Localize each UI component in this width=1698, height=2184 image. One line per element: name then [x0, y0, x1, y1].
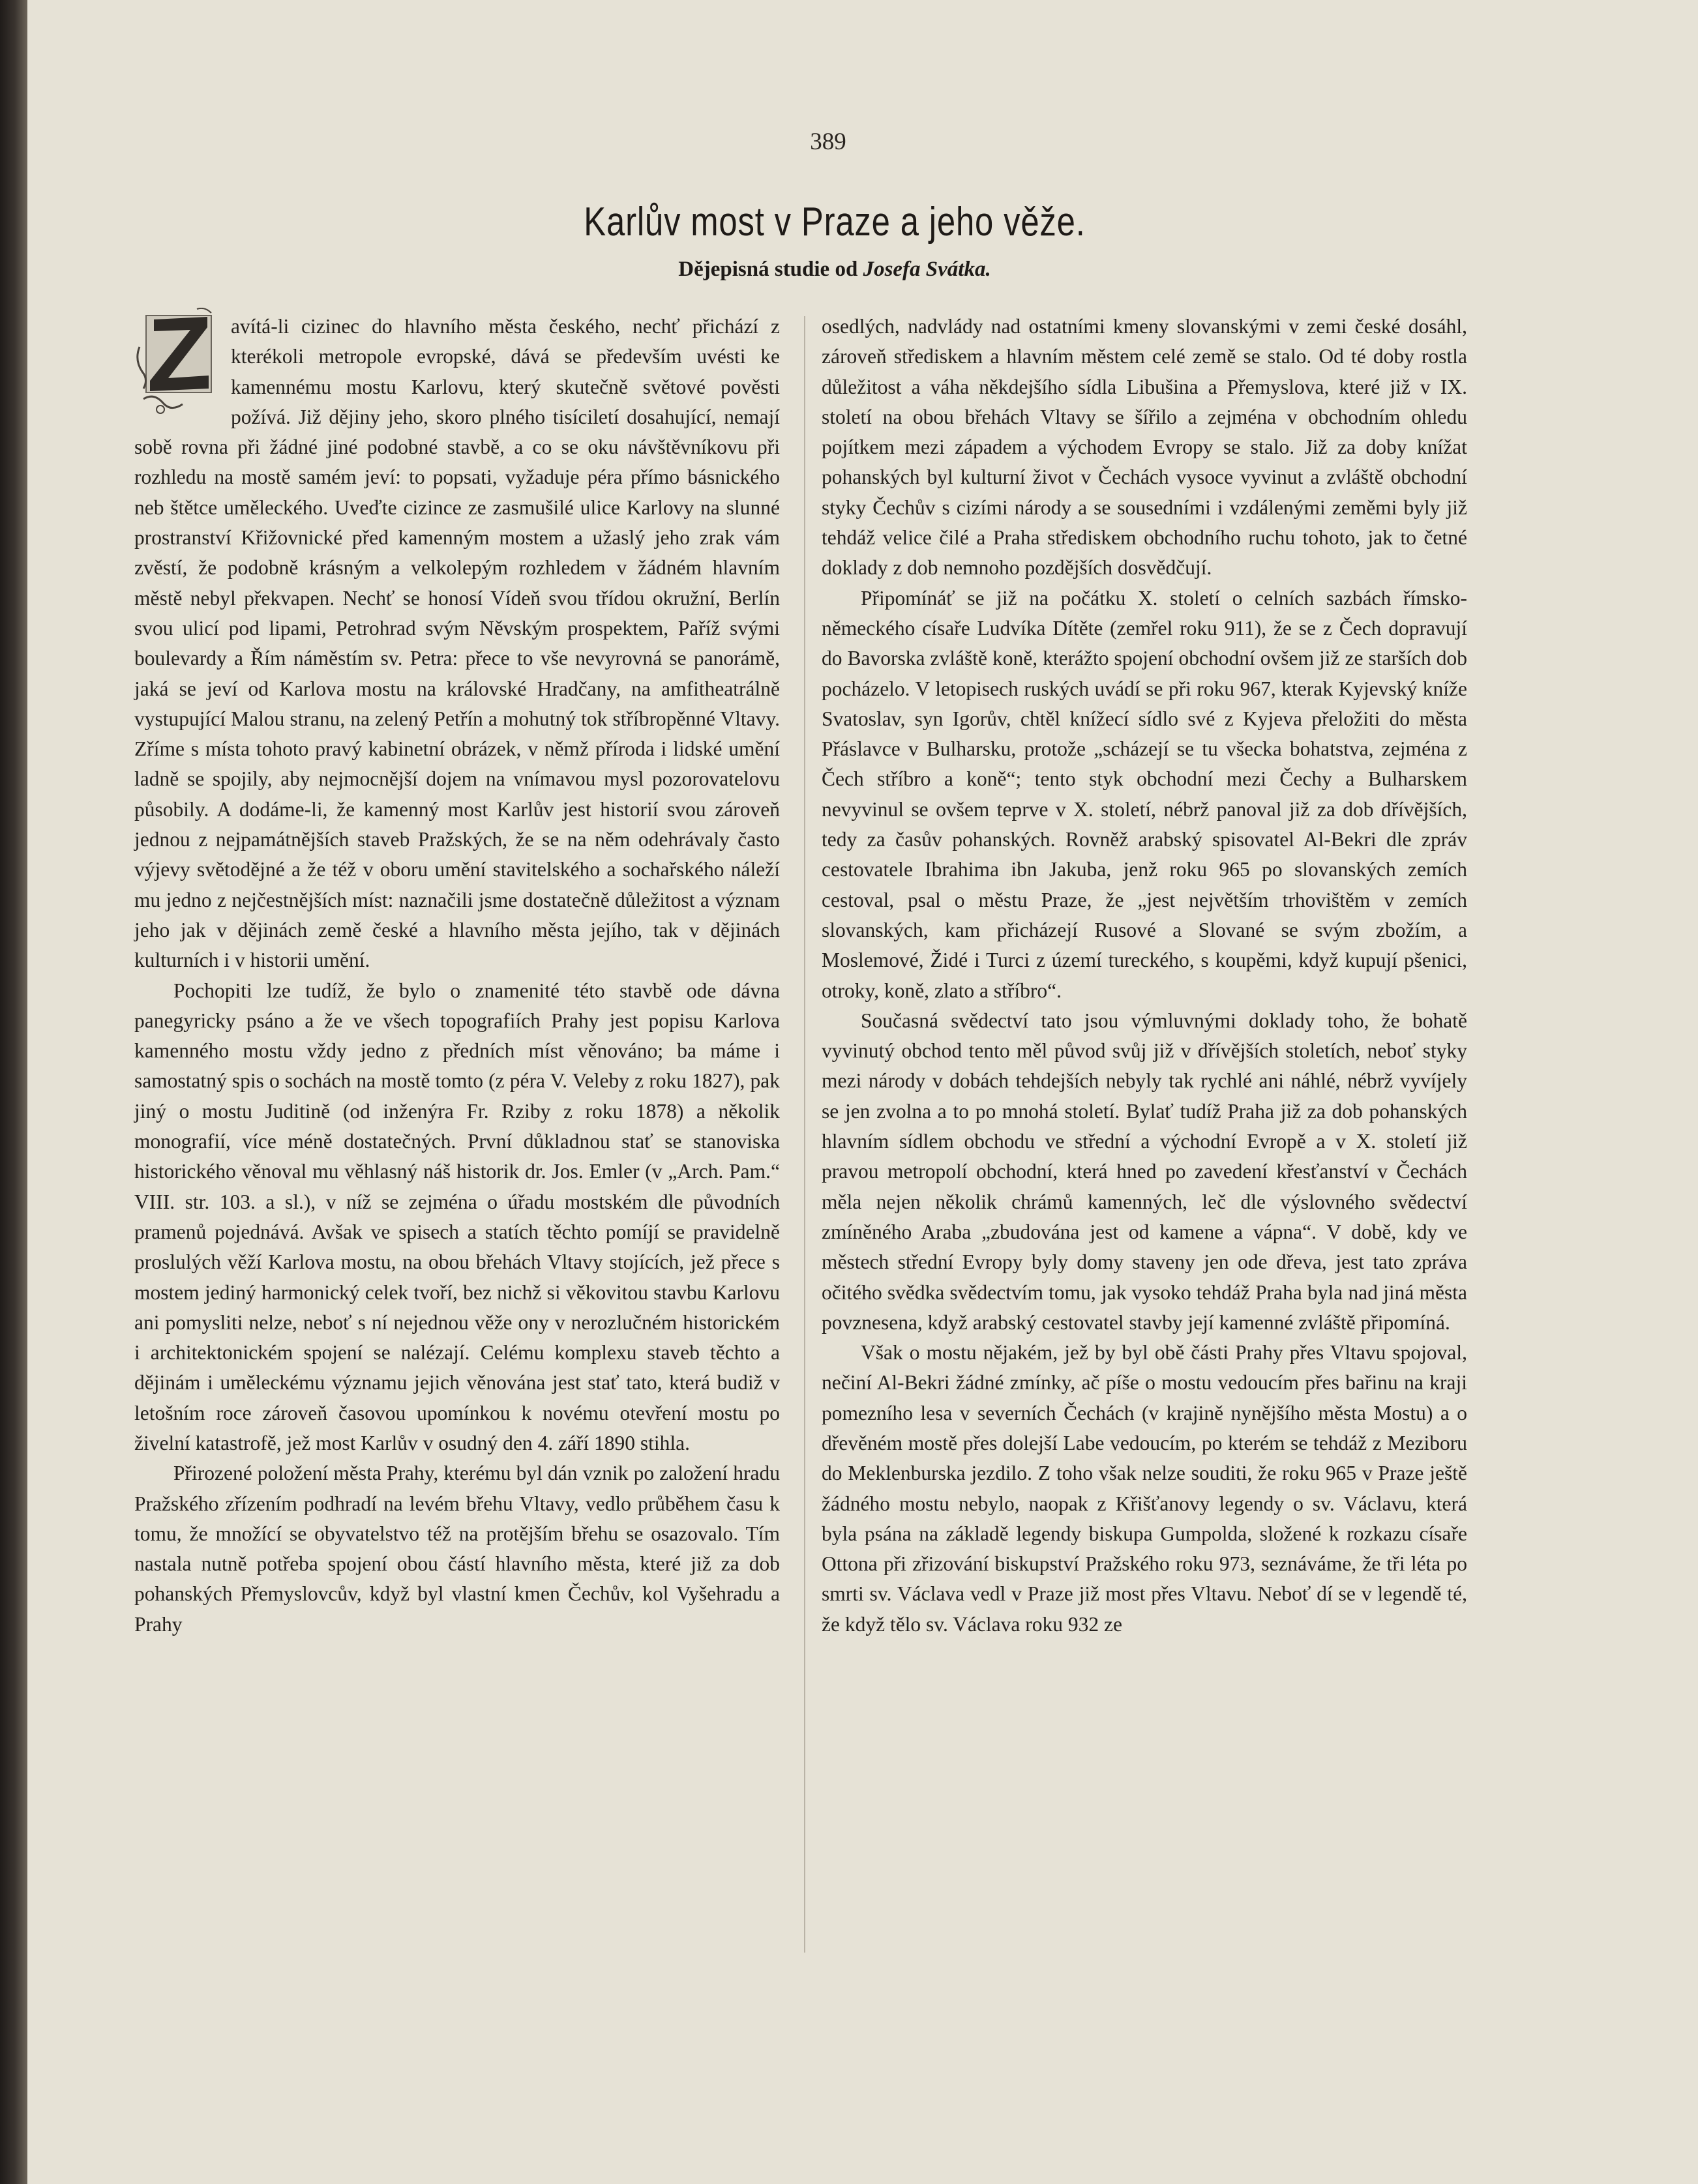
- book-spine: [0, 0, 27, 2184]
- right-paragraph-3: Současná svědectví tato jsou výmluvnými doklady toho, že bohatě vyvinutý obchod tento měl původ svůj již v dřívějších stoletích, neboť styky mezi národy v dobách tehdejších nebyly tak rychlé ani náhlé, nébrž vyvíjely se jen zvolna a to po mnohá století. Bylať tudíž Praha již za dob pohanských hlavním sídlem obchodu ve střední a východní Evropě a v X. století již pravou metropolí obchodní, která hned po zavedení křesťanství v Čechách měla nejen několik chrámů kamenných, leč dle výslovného svědectví zmíněného Araba „zbudována jest od kamene a vápna“. V době, kdy ve městech střední Evropy byly domy staveny jen ode dřeva, jest tato zpráva očitého svědka svědectvím tomu, jak vysoko tehdáž Praha byla nad jiná města povznesena, když arabský cestovatel stavby její kamenné zvláště připomíná.: [822, 1009, 1467, 1334]
- left-column: [134, 312, 780, 1640]
- column-divider: [804, 316, 805, 1953]
- left-paragraph-2: Pochopiti lze tudíž, že bylo o znamenité této stavbě ode dávna panegyricky psáno a že ve všech topografiích Prahy jest popisu Karlova kamenného mostu vždy jedno z předních míst věnováno; ba máme i samostatný spis o sochách na mostě tomto (z péra V. Veleby z roku 1827), pak jiný o mostu Juditině (od inženýra Fr. Rziby z roku 1878) a několik monografií, více méně dostatečných. První důkladnou stať se stanoviska historického věnoval mu věhlasný náš historik dr. Jos. Emler (v „Arch. Pam.“ VIII. str. 103. a sl.), v níž se zejména o úřadu mostském dle původních pramenů pojednává. Avšak ve spisech a statích těchto pomíjí se pravidelně proslulých věží Karlova mostu, na obou břehách Vltavy stojících, jež přece s mostem jediný harmonický celek tvoří, bez nichž si věkovitou stavbu Karlovu ani pomysliti nelze, neboť s ní nejednou věže ony v nerozlučném historickém i architektonickém spojení se nalézají. Celému komplexu staveb těchto a dějinám i uměleckému významu jejich věnována jest stať tato, která budiž v letošním roce zároveň časovou upomínkou k novému otevření mostu po živelní katastrofě, jež most Karlův v osudný den 4. září 1890 stihla.: [134, 979, 780, 1454]
- left-paragraph-3: Přirozené položení města Prahy, kterému byl dán vznik po založení hradu Pražského zřízením podhradí na levém břehu Vltavy, vedlo průběhem času k tomu, že množící se obyvatelstvo též na protějším břehu se osazovalo. Tím nastala nutně potřeba spojení obou částí hlavního města, které již za dob pohanských Přemyslovcův, když byl vlastní kmen Čechův, kol Vyšehradu a Prahy: [134, 1462, 780, 1636]
- right-column: [822, 312, 1467, 1640]
- article-subtitle: [522, 258, 1148, 282]
- article-title: Karlův most v Praze a jeho věže.: [584, 199, 1086, 244]
- right-paragraph-2: Připomínáť se již na počátku X. století o celních sazbách římsko-německého císaře Ludvíka Dítěte (zemřel roku 911), že se z Čech dopravují do Bavorska zvláště koně, kterážto spojení obchodní ovšem již ze starších dob pocházelo. V letopisech ruských uvádí se při roku 967, kterak Kyjevský kníže Svatoslav, syn Igorův, chtěl knížecí sídlo své z Kyjeva přeložiti do města Přáslavce v Bulharsku, protože „scházejí se tu všecka bohatstva, zejména z Čech stříbro a koně“; tento styk obchodní mezi Čechy a Bulharskem nevyvinul se ovšem teprve v X. století, nébrž panoval již za dob dřívějších, tedy za časův pohanských. Rovněž arabský spisovatel Al-Bekri dle zpráv cestovatele Ibrahima ibn Jakuba, jenž roku 965 po slovanských zemích cestoval, psal o městu Praze, že „jest největším trhovištěm v zemích slovanských, kam přicházejí Rusové a Slované se svým zbožím, a Moslemové, Židé i Turci z území tureckého, s koupěmi, když kupují pšenici, otroky, koně, zlato a stříbro“.: [822, 586, 1467, 1002]
- page-number: 389: [810, 128, 846, 155]
- right-paragraph-1: osedlých, nadvlády nad ostatními kmeny slovanskými v zemi české dosáhl, zároveň střediskem a hlavním městem celé země se stalo. Od té doby rostla důležitost a váha někdejšího sídla Libušina a Přemyslova, které již v IX. století na obou břehách Vltavy se šířilo a zejména v obchodním ohledu pojítkem mezi západem a východem Evropy se stalo. Již za doby knížat pohanských byl kulturní život v Čechách vysoce vyvinut a zvláště obchodní styky Čechův s cizími národy a se sousedními i vzdálenými zeměmi byly již tehdáž velice čilé a Praha střediskem obchodního ruchu tohoto, jak to četné doklady z dob nemnoho pozdějších dosvědčují.: [822, 315, 1467, 580]
- subtitle-prefix: Dějepisná studie od: [678, 258, 858, 281]
- dropcap-z-ornament: [134, 308, 219, 419]
- right-paragraph-4: Však o mostu nějakém, jež by byl obě části Prahy přes Vltavu spojoval, nečiní Al-Bekri žádné zmínky, ač píše o mostu vedoucím přes bařinu na kraji pomezního lesa v severních Čechách (v krajině nynějšího města Mostu) a o dřevěném mostě přes dolejší Labe vedoucím, po kterém se tehdáž z Meziboru do Meklenburska jezdilo. Z toho však nelze souditi, že roku 965 v Praze ještě žádného mostu nebylo, naopak z Křišťanovy legendy o sv. Václavu, která byla psána na základě legendy biskupa Gumpolda, složené k rozkazu císaře Ottona při zřizování biskupství Pražského roku 973, seznáváme, že tři léta po smrti sv. Václava vedl v Praze již most přes Vltavu. Neboť dí se v legendě té, že když tělo sv. Václava roku 932 ze: [822, 1341, 1467, 1636]
- left-paragraph-1: avítá-li cizinec do hlavního města českého, nechť přichází z kterékoli metropole evropské, dává se především uvésti ke kamennému mostu Karlovu, který skutečně světové pověsti požívá. Již dějiny jeho, skoro plného tisíciletí dosahující, nemají sobě rovna při žádné jiné podobné stavbě, a co se oku návštěvníkovu při rozhledu na mostě samém jeví: to popsati, vyžaduje péra přímo básnického neb štětce uměleckého. Uveďte cizince ze zasmušilé ulice Karlovy na slunné prostranství Křižovnické před kamenným mostem a užaslý jeho zrak vám zvěstí, že podobně krásným a velkolepým rozhledem v žádném hlavním městě nebyl překvapen. Nechť se honosí Vídeň svou třídou okružní, Berlín svou ulicí pod lipami, Petrohrad svým Něvským prospektem, Paříž svými boulevardy a Řím náměstím sv. Petra: přece to vše nevyrovná se panorámě, jaká se jeví od Karlova mostu na královské Hradčany, na amfitheatrálně vystupující Malou stranu, na zelený Petřín a mohutný tok stříbropěnné Vltavy. Zříme s místa tohoto pravý kabinetní obrázek, v němž příroda i lidské umění ladně se spojily, aby nejmocnější dojem na vnímavou mysl pozorovatelovu působily. A dodáme-li, že kamenný most Karlův jest historií svou zároveň jednou z nejpamátnějších staveb Pražských, že se na něm odehrávaly často výjevy světodějné a že též v oboru umění stavitelského a sochařského náleží mu jedno z nejčestnějších míst: naznačili jsme dostatečně důležitost a význam jeho jak v dějinách země české a hlavního města jejího, tak v dějinách kulturních i v historii umění.: [134, 315, 780, 972]
- subtitle-author: Josefa Svátka.: [863, 258, 991, 281]
